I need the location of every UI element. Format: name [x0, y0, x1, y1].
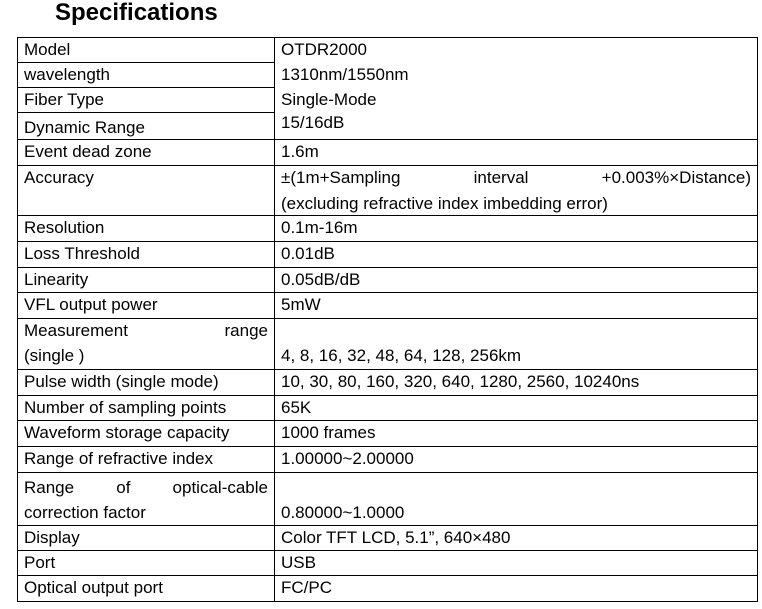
table-row-display [18, 526, 758, 551]
spec-value: 0.01dB [275, 242, 758, 268]
spec-label-part: Range [24, 478, 75, 497]
spec-label: Resolution [18, 216, 275, 242]
table-row-correction-factor [18, 473, 758, 526]
table-row-sampling-points [18, 396, 758, 421]
table-row-model [18, 38, 758, 63]
table-row-event-dead-zone [18, 140, 758, 166]
spec-value: 1000 frames [275, 421, 758, 447]
spec-value-part: +0.003%×Distance) [601, 168, 751, 187]
spec-value-part: ±(1m+Sampling [281, 168, 401, 187]
spec-value: 0.1m-16m [275, 216, 758, 242]
spec-label: Range of refractive index [18, 447, 275, 473]
spec-value-block [275, 166, 758, 216]
measurement-label-line-1 [24, 321, 268, 341]
spec-label: Linearity [18, 268, 275, 293]
spec-value: Single-Mode [275, 88, 758, 113]
spec-label: wavelength [18, 63, 275, 88]
table-row-optical-output-port [18, 576, 758, 602]
table-row-accuracy [18, 166, 758, 216]
spec-value: 1.6m [275, 140, 758, 166]
spec-value: (excluding refractive index imbedding error) [281, 194, 608, 213]
spec-label: Pulse width (single mode) [18, 370, 275, 396]
table-row-loss-threshold [18, 242, 758, 268]
accuracy-line-1 [281, 168, 751, 188]
table-row-refractive-index [18, 447, 758, 473]
table-row-fiber-type [18, 88, 758, 113]
spec-label: Display [18, 526, 275, 551]
spec-value: 0.80000~1.0000 [275, 473, 758, 526]
spec-label: Model [18, 38, 275, 63]
table-row-waveform-storage [18, 421, 758, 447]
spec-value: USB [275, 551, 758, 576]
spec-label: Accuracy [18, 166, 275, 216]
spec-label: (single ) [24, 346, 85, 365]
spec-value: Color TFT LCD, 5.1”, 640×480 [275, 526, 758, 551]
spec-value: 5mW [275, 293, 758, 319]
spec-label: Fiber Type [18, 88, 275, 113]
spec-label: Port [18, 551, 275, 576]
spec-value: 1.00000~2.00000 [275, 447, 758, 473]
table-row-dynamic-range [18, 113, 758, 140]
table-row-port [18, 551, 758, 576]
spec-label: Loss Threshold [18, 242, 275, 268]
spec-label-block [18, 473, 275, 526]
spec-value-part: interval [473, 168, 529, 187]
spec-value: 1310nm/1550nm [275, 63, 758, 88]
specifications-table [17, 37, 758, 602]
spec-value: 65K [275, 396, 758, 421]
correction-label-line-1 [24, 478, 268, 498]
spec-label: Event dead zone [18, 140, 275, 166]
spec-label: Optical output port [18, 576, 275, 602]
spec-value: FC/PC [275, 576, 758, 602]
table-row-linearity [18, 268, 758, 293]
spec-label-part: of [116, 478, 131, 497]
spec-label: Dynamic Range [18, 113, 275, 140]
spec-label: correction factor [24, 503, 146, 522]
table-row-measurement-range [18, 319, 758, 370]
spec-label: Waveform storage capacity [18, 421, 275, 447]
spec-value: 10, 30, 80, 160, 320, 640, 1280, 2560, 10240ns [275, 370, 758, 396]
table-row-resolution [18, 216, 758, 242]
spec-label: VFL output power [18, 293, 275, 319]
page-title: Specifications [55, 0, 218, 26]
spec-label-part: range [224, 321, 268, 340]
table-row-pulse-width [18, 370, 758, 396]
spec-value: OTDR2000 [275, 38, 758, 63]
spec-label-part: optical-cable [172, 478, 268, 497]
spec-label-part: Measurement [24, 321, 128, 340]
table-row-vfl-output-power [18, 293, 758, 319]
spec-label-block [18, 319, 275, 370]
spec-value: 4, 8, 16, 32, 48, 64, 128, 256km [275, 319, 758, 370]
spec-value: 15/16dB [275, 113, 758, 140]
table-row-wavelength [18, 63, 758, 88]
spec-value: 0.05dB/dB [275, 268, 758, 293]
spec-label: Number of sampling points [18, 396, 275, 421]
